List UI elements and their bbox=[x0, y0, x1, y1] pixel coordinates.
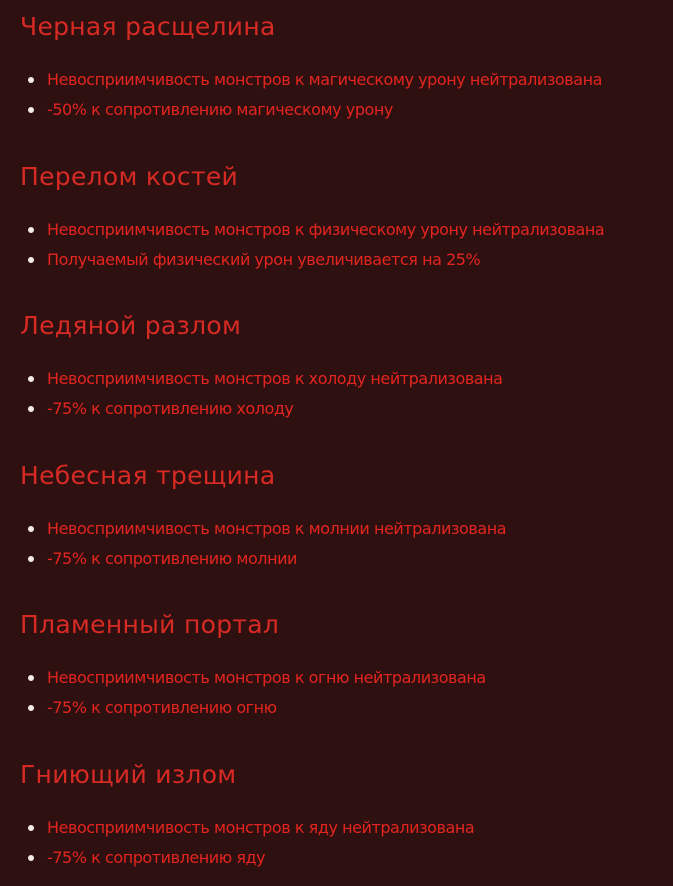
section-title: Черная расщелина bbox=[20, 12, 276, 41]
bullet-icon bbox=[28, 705, 34, 711]
effect-text: Невосприимчивость монстров к физическому урону нейтрализована bbox=[47, 220, 605, 239]
bullet-icon bbox=[28, 406, 34, 412]
effect-text: -75% к сопротивлению холоду bbox=[47, 399, 294, 418]
effect-text: -50% к сопротивлению магическому урону bbox=[47, 100, 393, 119]
bullet-icon bbox=[28, 107, 34, 113]
section-title: Ледяной разлом bbox=[20, 311, 242, 340]
bullet-icon bbox=[28, 825, 34, 831]
effect-text: -75% к сопротивлению яду bbox=[47, 848, 266, 867]
effect-text: Невосприимчивость монстров к магическому урону нейтрализована bbox=[47, 70, 602, 89]
bullet-icon bbox=[28, 77, 34, 83]
section-title: Пламенный портал bbox=[20, 610, 280, 639]
effect-text: Невосприимчивость монстров к молнии нейтрализована bbox=[47, 519, 507, 538]
bullet-icon bbox=[28, 376, 34, 382]
bullet-icon bbox=[28, 855, 34, 861]
bullet-icon bbox=[28, 526, 34, 532]
effect-text: -75% к сопротивлению огню bbox=[47, 698, 277, 717]
bullet-icon bbox=[28, 257, 34, 263]
section-title: Гниющий излом bbox=[20, 760, 237, 789]
section-title: Перелом костей bbox=[20, 162, 239, 191]
bullet-icon bbox=[28, 675, 34, 681]
bullet-icon bbox=[28, 556, 34, 562]
effect-text: Невосприимчивость монстров к яду нейтрализована bbox=[47, 818, 475, 837]
effect-text: Получаемый физический урон увеличивается на 25% bbox=[47, 250, 481, 269]
effect-text: Невосприимчивость монстров к огню нейтрализована bbox=[47, 668, 486, 687]
effect-text: -75% к сопротивлению молнии bbox=[47, 549, 297, 568]
bullet-icon bbox=[28, 227, 34, 233]
section-title: Небесная трещина bbox=[20, 461, 276, 490]
effect-text: Невосприимчивость монстров к холоду нейтрализована bbox=[47, 369, 503, 388]
